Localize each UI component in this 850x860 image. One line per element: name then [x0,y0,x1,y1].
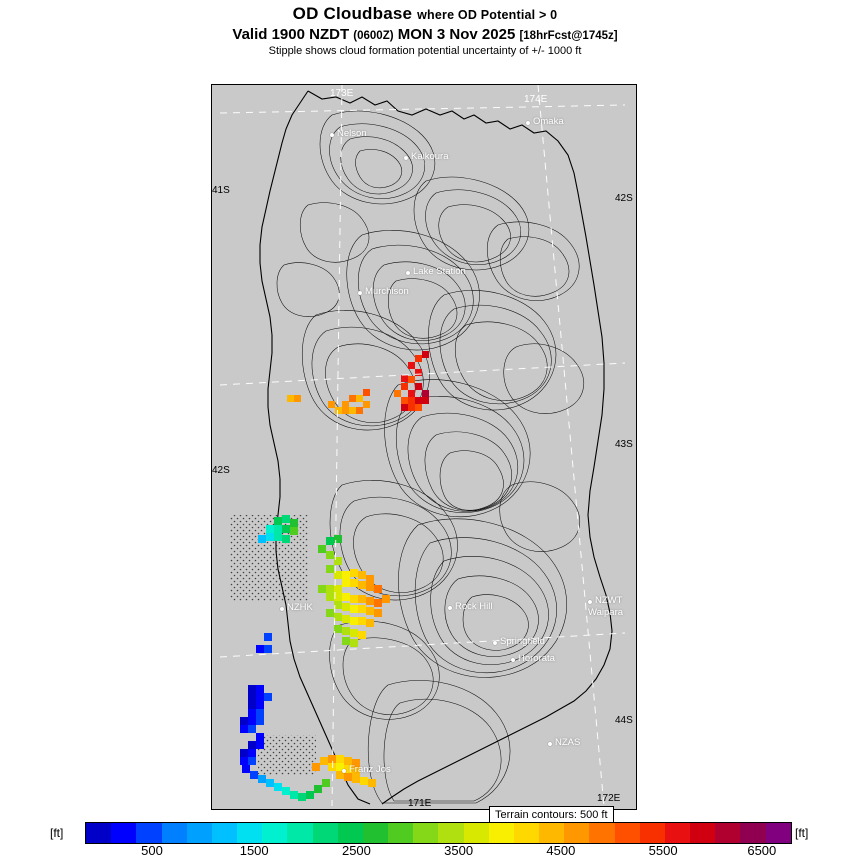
place-dot-franz-jos [342,769,346,773]
colorbar-swatch [589,823,614,843]
terrain-contour-layer [212,85,633,806]
colorbar-tick-label: 5500 [648,843,678,858]
place-label-omaka: Omaka [533,116,564,127]
place-dot-kaikoura [404,156,408,160]
colorbar-swatch [740,823,765,843]
colorbar-swatch [564,823,589,843]
terrain-contour-note-text: Terrain contours: 500 ft [495,809,608,821]
colorbar-swatch [690,823,715,843]
grid-label-43S: 43S [615,439,633,450]
colorbar-swatch [262,823,287,843]
map-canvas [212,85,636,809]
place-label-nzwt: NZWT [595,595,623,606]
forecast-age: [18hrFcst@1745z] [519,30,618,42]
place-dot-nelson [330,133,334,137]
place-label-murchison: Murchison [365,286,409,297]
colorbar-swatch [287,823,312,843]
colorbar-swatch [464,823,489,843]
colorbar-unit-left: [ft] [50,826,64,840]
place-dot-hororata [511,658,515,662]
colorbar-swatch [665,823,690,843]
grid-label-174E: 174E [524,94,548,105]
valid-time-utc: (0600Z) [353,30,394,42]
stipple-note: Stipple shows cloud formation potential uncertainty of +/- 1000 ft [268,45,582,57]
place-label-nelson: Nelson [337,128,367,139]
coastline [260,91,612,804]
grid-label-42S-left: 42S [212,465,230,476]
colorbar-swatch [715,823,740,843]
place-label-franz-jos: Franz Jos [349,764,391,775]
title-condition: where OD Potential > 0 [417,8,558,22]
colorbar-legend [0,818,850,860]
colorbar-tick-label: 4500 [546,843,576,858]
colorbar-swatch [237,823,262,843]
colorbar-swatch [338,823,363,843]
place-label-rock-hill: Rock Hill [455,601,493,612]
colorbar-swatch [111,823,136,843]
place-label-nzhk: NZHK [287,602,313,613]
colorbar-swatch [313,823,338,843]
stipple-uncertainty-layer [230,515,316,775]
colorbar-swatch [438,823,463,843]
place-label-hororata: Hororata [518,653,555,664]
colorbar-unit-right: [ft] [795,826,809,840]
grid-label-44S: 44S [615,715,633,726]
map-frame[interactable] [211,84,637,810]
colorbar-tick-label: 6500 [747,843,777,858]
valid-date: MON 3 Nov 2025 [397,26,516,43]
valid-time: Valid 1900 NZDT [232,26,350,43]
place-dot-nzwt [588,600,592,604]
place-dot-nzas [548,742,552,746]
place-label-nzas: NZAS [555,737,581,748]
grid-label-41S: 41S [212,185,230,196]
colorbar-tick-label: 2500 [341,843,371,858]
title-main: OD Cloudbase [292,4,413,23]
colorbar-tick-label: 3500 [444,843,474,858]
place-dot-murchison [358,291,362,295]
grid-label-171E: 171E [408,798,432,809]
colorbar-swatch [514,823,539,843]
place-dot-nzhk [280,607,284,611]
place-dot-lake-station [406,271,410,275]
colorbar-swatch [615,823,640,843]
graticule [220,85,625,806]
colorbar-swatch [413,823,438,843]
grid-label-173E: 173E [330,88,354,99]
colorbar-swatch [539,823,564,843]
colorbar-swatch [388,823,413,843]
colorbar-tick-label: 1500 [239,843,269,858]
colorbar-gradient [85,822,792,844]
place-label-kaikoura: Kaikoura [411,151,449,162]
colorbar-swatch [136,823,161,843]
title-block [0,4,850,57]
place-label-waipara: Waipara [588,607,624,618]
place-dot-omaka [526,121,530,125]
colorbar-swatch [489,823,514,843]
colorbar-swatch [363,823,388,843]
grid-label-172E: 172E [597,793,621,804]
colorbar-swatch [212,823,237,843]
colorbar-swatch [640,823,665,843]
colorbar-swatch [86,823,111,843]
grid-label-42S-right: 42S [615,193,633,204]
place-label-lake-station: Lake Station [413,266,466,277]
place-dot-springfield [493,641,497,645]
colorbar-swatch [766,823,791,843]
colorbar-swatch [162,823,187,843]
colorbar-swatch [187,823,212,843]
title-line-2 [0,26,850,43]
colorbar-tick-label: 500 [141,843,163,858]
place-dot-rock-hill [448,606,452,610]
place-label-springfield: Springfield [500,636,545,647]
title-line-1 [0,4,850,24]
terrain-contours [277,111,584,803]
